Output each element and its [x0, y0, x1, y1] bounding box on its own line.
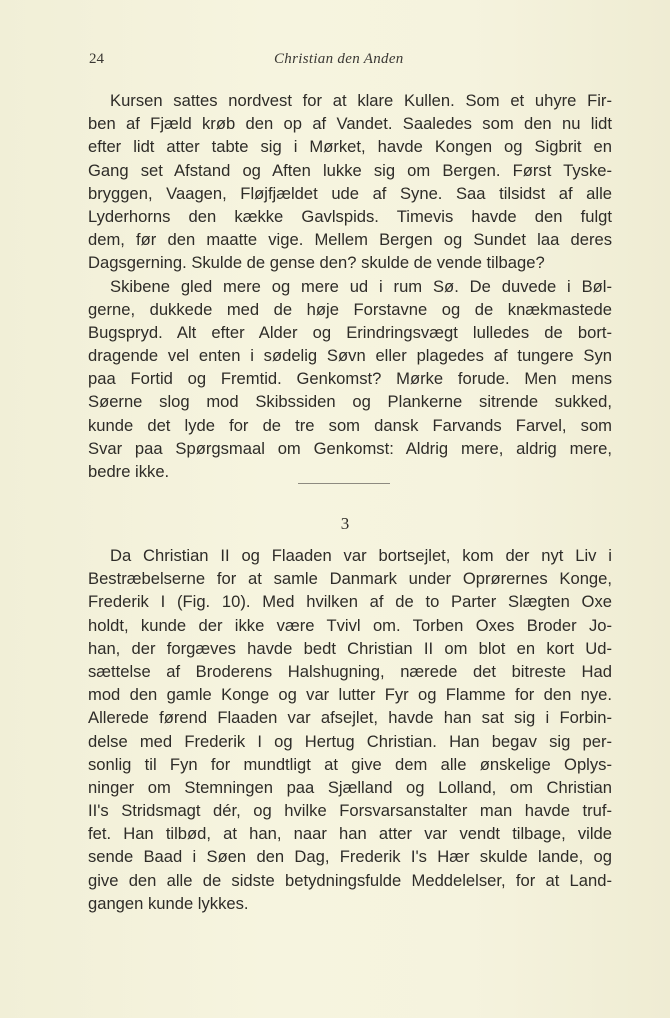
text-line: sættelse af Broderens Halshugning, nærede det bitreste Had	[88, 661, 612, 681]
text-line: Svar paa Spørgsmaal om Genkomst: Aldrig mere, aldrig mere,	[88, 438, 612, 458]
text-line: gangen kunde lykkes.	[88, 893, 249, 913]
running-title: Christian den Anden	[274, 51, 404, 67]
text-line: dragende vel enten i sødelig Søvn eller plagedes af tungere Syn	[88, 346, 612, 366]
page-number: 24	[89, 51, 104, 67]
text-line: mod den gamle Konge og var lutter Fyr og Flamme for den nye.	[88, 685, 612, 705]
text-line: Bestræbelserne for at samle Danmark under Oprørernes Konge,	[88, 569, 612, 589]
text-line: dem, før den maatte vige. Mellem Bergen og Sundet laa deres	[88, 230, 612, 250]
text-line: gerne, dukkede med de høje Forstavne og de knækmastede	[88, 299, 612, 319]
text-line: delse med Frederik I og Hertug Christian. Han begav sig per-	[88, 731, 612, 751]
text-line: kunde det lyde for de tre som dansk Farvands Farvel, som	[88, 415, 612, 435]
text-line: give den alle de sidste betydningsfulde Meddelelser, for at Land-	[88, 870, 612, 890]
text-line: sonlig til Fyn for mundtligt at give dem alle ønskelige Oplys-	[88, 754, 612, 774]
text-line: Allerede førend Flaaden var afsejlet, havde han sat sig i Forbin-	[88, 708, 612, 728]
section-divider	[298, 483, 390, 484]
text-line: Frederik I (Fig. 10). Med hvilken af de to Parter Slægten Oxe	[88, 592, 612, 612]
text-line: Da Christian II og Flaaden var bortsejlet, kom der nyt Liv i	[110, 546, 612, 565]
text-line: II's Stridsmagt dér, og hvilke Forsvarsanstalter man havde truf-	[88, 801, 612, 821]
text-line: Lyderhorns den kække Gavlspids. Timevis havde den fulgt	[88, 206, 612, 226]
text-line: Kursen sattes nordvest for at klare Kullen. Som et uhyre Fir-	[110, 91, 612, 110]
text-line: holdt, kunde der ikke være Tvivl om. Torben Oxes Broder Jo-	[88, 615, 612, 635]
text-line: Skibene gled mere og mere ud i rum Sø. De duvede i Bøl-	[110, 276, 612, 296]
text-line: ben af Fjæld krøb den op af Vandet. Saaledes som den nu lidt	[88, 114, 612, 134]
text-line: sende Baad i Søen den Dag, Frederik I's Hær skulde lande, og	[88, 847, 612, 867]
text-block-before-divider	[88, 89, 612, 483]
running-head	[86, 51, 616, 71]
text-line: Søerne slog mod Skibssiden og Plankerne sitrende sukked,	[88, 392, 612, 412]
paragraph	[88, 275, 612, 484]
paragraph	[88, 89, 612, 275]
text-line: Gang set Afstand og Aften lukke sig om Bergen. Først Tyske-	[88, 160, 612, 180]
text-line: fet. Han tilbød, at han, naar han atter var vendt tilbage, vilde	[88, 824, 612, 844]
text-line: bryggen, Vaagen, Fløjfjældet ude af Syne. Saa tilsidst af alle	[88, 183, 612, 203]
text-line: Dagsgerning. Skulde de gense den? skulde de vende tilbage?	[88, 253, 545, 273]
text-line: efter lidt atter tabte sig i Mørket, havde Kongen og Sigbrit en	[88, 137, 612, 157]
section-number: 3	[340, 514, 350, 533]
text-line: bedre ikke.	[88, 462, 170, 481]
text-line: han, der forgæves havde bedt Christian II om blot en kort Ud-	[88, 638, 612, 658]
text-line: Bugspryd. Alt efter Alder og Erindringsvægt lulledes de bort-	[88, 322, 612, 342]
text-block-after-divider	[88, 544, 612, 915]
text-line: ninger om Stemningen paa Sjælland og Lolland, om Christian	[88, 777, 612, 797]
text-line: paa Fortid og Fremtid. Genkomst? Mørke forude. Men mens	[88, 369, 612, 389]
paragraph	[88, 544, 612, 915]
